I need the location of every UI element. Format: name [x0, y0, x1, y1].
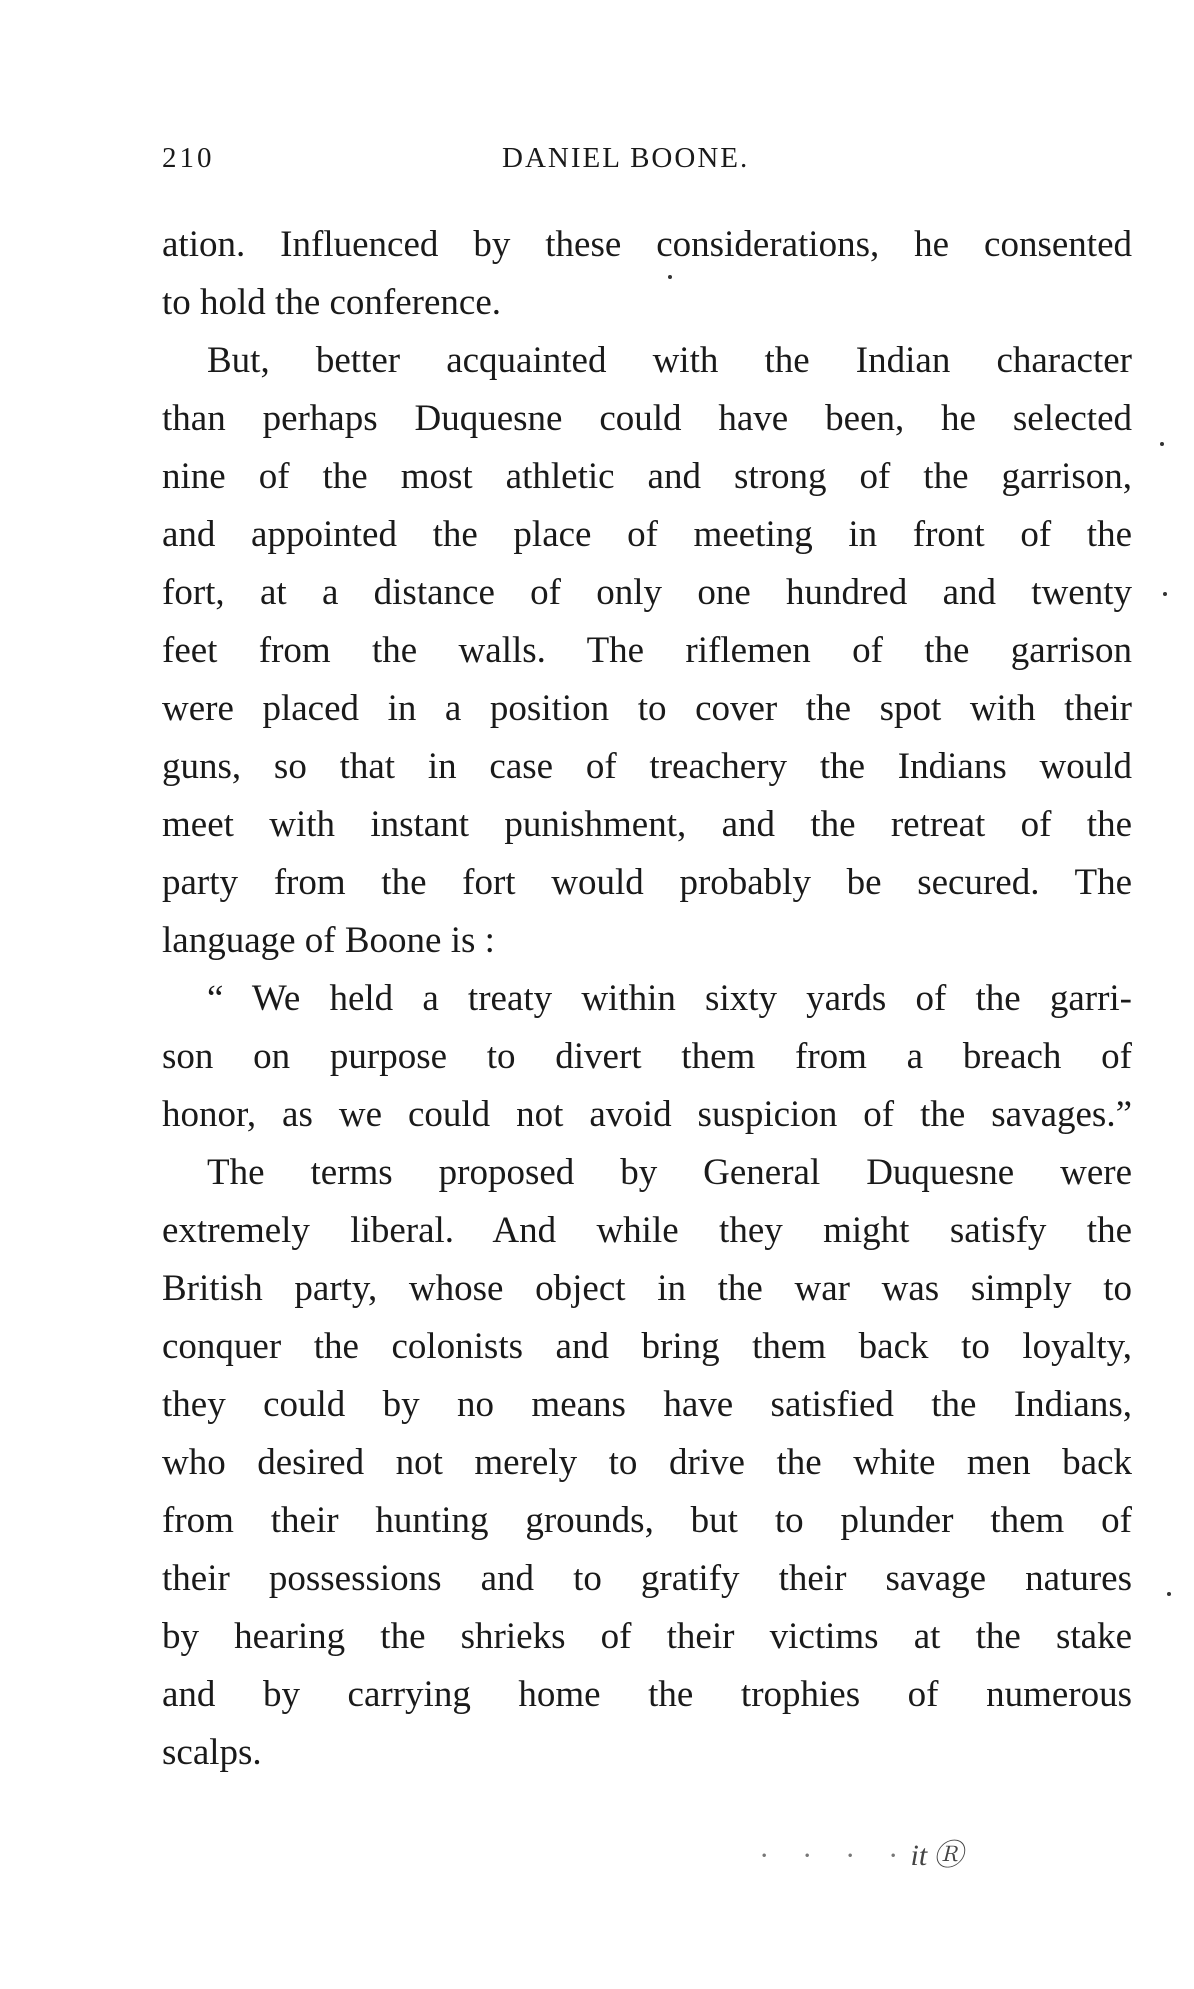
text-line: scalps.: [162, 1732, 262, 1773]
page-number: 210: [162, 142, 215, 174]
text-line: than perhaps Duquesne could have been, he selected: [162, 398, 1132, 439]
text-line: British party, whose object in the war was simply to: [162, 1268, 1132, 1309]
text-line: to hold the conference.: [162, 282, 502, 323]
text-line: ation. Influenced by these considerations, he consented: [162, 224, 1132, 265]
print-speck: [1160, 442, 1164, 446]
text-line: nine of the most athletic and strong of the garrison,: [162, 456, 1132, 497]
text-line: feet from the walls. The riflemen of the garrison: [162, 630, 1132, 671]
text-line: they could by no means have satisfied the Indians,: [162, 1384, 1132, 1425]
text-line: But, better acquainted with the Indian character: [207, 340, 1132, 381]
footer-mark-text: it: [910, 1839, 928, 1872]
print-speck: [1163, 592, 1167, 596]
text-line: party from the fort would probably be secured. The: [162, 862, 1132, 903]
text-line: and by carrying home the trophies of numerous: [162, 1674, 1132, 1715]
running-head: [162, 142, 832, 182]
footer-mark: [760, 1830, 1020, 1880]
text-line: fort, at a distance of only one hundred and twenty: [162, 572, 1132, 613]
footer-dots: · · · ·: [760, 1839, 911, 1872]
text-line: son on purpose to divert them from a breach of: [162, 1036, 1132, 1077]
registered-mark-icon: Ⓡ: [933, 1839, 964, 1872]
text-line: their possessions and to gratify their savage natures: [162, 1558, 1132, 1599]
text-line: were placed in a position to cover the spot with their: [162, 688, 1132, 729]
text-line: conquer the colonists and bring them back to loyalty,: [162, 1326, 1132, 1367]
text-line: guns, so that in case of treachery the Indians would: [162, 746, 1132, 787]
text-line: from their hunting grounds, but to plunder them of: [162, 1500, 1132, 1541]
text-line: The terms proposed by General Duquesne were: [207, 1152, 1132, 1193]
text-line: honor, as we could not avoid suspicion of the savages.”: [162, 1094, 1132, 1135]
text-line: “ We held a treaty within sixty yards of the garri-: [207, 978, 1132, 1019]
running-title: DANIEL BOONE.: [502, 142, 750, 174]
print-speck: [1167, 1592, 1171, 1596]
text-line: by hearing the shrieks of their victims at the stake: [162, 1616, 1132, 1657]
body-text: [162, 216, 1132, 1782]
text-line: extremely liberal. And while they might satisfy the: [162, 1210, 1132, 1251]
text-line: language of Boone is :: [162, 920, 495, 961]
text-line: and appointed the place of meeting in front of the: [162, 514, 1132, 555]
text-line: meet with instant punishment, and the retreat of the: [162, 804, 1132, 845]
print-speck: [668, 275, 672, 279]
text-line: who desired not merely to drive the white men back: [162, 1442, 1132, 1483]
